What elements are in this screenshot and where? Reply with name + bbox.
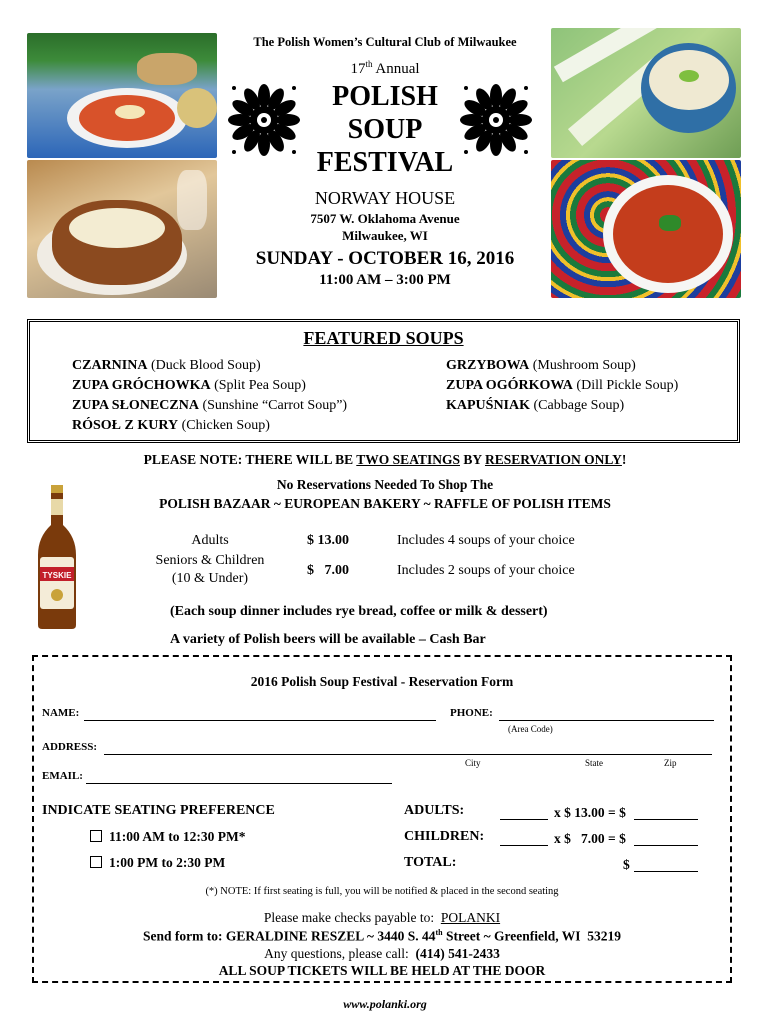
- children-label: CHILDREN:: [404, 829, 485, 844]
- email-label: EMAIL:: [42, 770, 83, 782]
- soup-item: [72, 396, 347, 416]
- featured-soups-heading: FEATURED SOUPS: [303, 328, 464, 348]
- send-sup: th: [435, 928, 443, 937]
- beer-bottle-image: [36, 485, 78, 629]
- title-line-polish: POLISH: [332, 81, 438, 112]
- tomato-soup-photo: [551, 160, 741, 298]
- address-field[interactable]: [104, 754, 712, 755]
- beer-note: A variety of Polish beers will be available – Cash Bar: [170, 632, 486, 647]
- phone-label: PHONE:: [450, 707, 493, 719]
- send-text: Send form to: GERALDINE RESZEL ~ 3440 S. 44: [143, 928, 436, 944]
- venue-address-street: 7507 W. Oklahoma Avenue: [310, 211, 460, 226]
- soup-item: [72, 416, 347, 436]
- price-table: [140, 533, 640, 593]
- adults-total-field[interactable]: [634, 819, 698, 820]
- soup-name: ZUPA OGÓRKOWA: [446, 378, 573, 393]
- folk-flower-ornament-right: [460, 80, 532, 160]
- soup-desc: (Mushroom Soup): [529, 358, 636, 373]
- children-qty-field[interactable]: [500, 845, 548, 846]
- bread-bowl-photo: [27, 160, 217, 298]
- note-text: !: [621, 452, 627, 467]
- total-field[interactable]: [634, 871, 698, 872]
- featured-soups-right-list: [446, 356, 678, 416]
- send-text-2: Street ~ Greenfield, WI 53219: [442, 928, 621, 944]
- address-label: ADDRESS:: [42, 741, 98, 753]
- price-seniors-desc: Includes 2 soups of your choice: [397, 563, 575, 578]
- soup-desc: (Duck Blood Soup): [147, 358, 261, 373]
- adults-label: ADULTS:: [404, 803, 465, 818]
- shop-note-line1: No Reservations Needed To Shop The: [276, 477, 494, 492]
- featured-soups-left-list: [72, 356, 347, 436]
- total-dollar: $: [623, 857, 630, 872]
- seating-1-label: 11:00 AM to 12:30 PM*: [109, 829, 246, 844]
- phone-field[interactable]: [499, 720, 714, 721]
- folk-flower-ornament-left: [228, 80, 300, 160]
- soup-name: CZARNINA: [72, 358, 148, 373]
- city-hint: City: [465, 758, 481, 768]
- questions-text: Any questions, please call:: [264, 946, 416, 961]
- children-total-field[interactable]: [634, 845, 698, 846]
- adults-qty-field[interactable]: [500, 819, 548, 820]
- note-text: BY: [459, 452, 485, 467]
- club-name: The Polish Women’s Cultural Club of Milwaukee: [253, 35, 517, 49]
- price-seniors-label-2: (10 & Under): [171, 571, 249, 586]
- tickets-note: ALL SOUP TICKETS WILL BE HELD AT THE DOOR: [218, 963, 546, 978]
- name-label: NAME:: [42, 707, 80, 719]
- note-reservation-only: RESERVATION ONLY: [484, 452, 622, 467]
- price-adults-label: Adults: [191, 533, 229, 548]
- beer-label-text: TYSKIE: [42, 571, 72, 580]
- annual-word: Annual: [375, 61, 420, 77]
- soup-item: [446, 396, 678, 416]
- area-code-hint: (Area Code): [508, 724, 553, 734]
- footer-url[interactable]: www.polanki.org: [343, 997, 427, 1011]
- seating-1-checkbox[interactable]: [90, 830, 102, 842]
- name-field[interactable]: [84, 720, 436, 721]
- seating-footnote: (*) NOTE: If first seating is full, you will be notified & placed in the second seating: [205, 886, 559, 897]
- featured-soups-box: [27, 319, 740, 443]
- adults-calc: x $ 13.00 = $: [554, 805, 626, 820]
- seating-2-checkbox[interactable]: [90, 856, 102, 868]
- checks-text: Please make checks payable to:: [263, 910, 441, 925]
- soup-name: GRZYBOWA: [446, 358, 530, 373]
- price-adults-desc: Includes 4 soups of your choice: [397, 533, 575, 548]
- soup-item: [446, 376, 678, 396]
- soup-item: [72, 356, 347, 376]
- send-form-to: [34, 928, 730, 945]
- annual-number: 17: [350, 61, 366, 77]
- soup-desc: (Sunshine “Carrot Soup”): [198, 398, 348, 413]
- event-time: 11:00 AM – 3:00 PM: [319, 272, 451, 288]
- venue-address-city: Milwaukee, WI: [342, 228, 428, 243]
- annual-line: [300, 59, 470, 78]
- seating-option-2[interactable]: [90, 855, 225, 871]
- soup-name: ZUPA GRÓCHOWKA: [72, 378, 211, 393]
- total-label: TOTAL:: [404, 855, 457, 870]
- price-adults-amount: $ 13.00: [307, 533, 349, 548]
- note-text: PLEASE NOTE: THERE WILL BE: [143, 452, 357, 467]
- note-two-seatings: TWO SEATINGS: [356, 452, 460, 467]
- reservation-form: [32, 655, 732, 983]
- event-date: SUNDAY - OCTOBER 16, 2016: [255, 248, 515, 269]
- soup-name: RÓSOŁ Z KURY: [72, 418, 179, 433]
- soup-item: [72, 376, 347, 396]
- soup-name: ZUPA SŁONECZNA: [72, 398, 199, 413]
- festival-title: [290, 80, 480, 179]
- questions-line: [34, 946, 730, 962]
- soup-item: [446, 356, 678, 376]
- questions-phone: (414) 541-2433: [415, 946, 500, 961]
- form-title: 2016 Polish Soup Festival - Reservation Form: [250, 674, 514, 689]
- leek-soup-photo: [551, 28, 741, 158]
- price-seniors-amount: $ 7.00: [307, 563, 349, 578]
- seating-note: [20, 452, 750, 468]
- price-seniors-label: Seniors & Children: [155, 553, 265, 568]
- zip-hint: Zip: [664, 758, 677, 768]
- seating-2-label: 1:00 PM to 2:30 PM: [109, 855, 226, 870]
- title-line-soup: SOUP: [347, 114, 423, 145]
- soup-desc: (Split Pea Soup): [210, 378, 306, 393]
- state-hint: State: [585, 758, 603, 768]
- dinner-includes: (Each soup dinner includes rye bread, coffee or milk & dessert): [170, 604, 548, 619]
- soup-desc: (Chicken Soup): [178, 418, 270, 433]
- checks-payee: POLANKI: [440, 910, 501, 925]
- title-line-festival: FESTIVAL: [316, 147, 454, 178]
- seating-pref-label: INDICATE SEATING PREFERENCE: [42, 803, 275, 818]
- soup-desc: (Cabbage Soup): [530, 398, 625, 413]
- seating-option-1[interactable]: [90, 829, 245, 845]
- children-calc: x $ 7.00 = $: [554, 831, 626, 846]
- soup-name: KAPUŚNIAK: [446, 398, 531, 413]
- venue-name: NORWAY HOUSE: [314, 188, 456, 208]
- soup-desc: (Dill Pickle Soup): [572, 378, 679, 393]
- checks-payable: [34, 910, 730, 926]
- shop-note-line2: POLISH BAZAAR ~ EUROPEAN BAKERY ~ RAFFLE OF POLISH ITEMS: [159, 496, 611, 511]
- annual-sup: th: [365, 59, 373, 69]
- email-field[interactable]: [86, 783, 392, 784]
- soup-photo-top-left: [27, 33, 217, 158]
